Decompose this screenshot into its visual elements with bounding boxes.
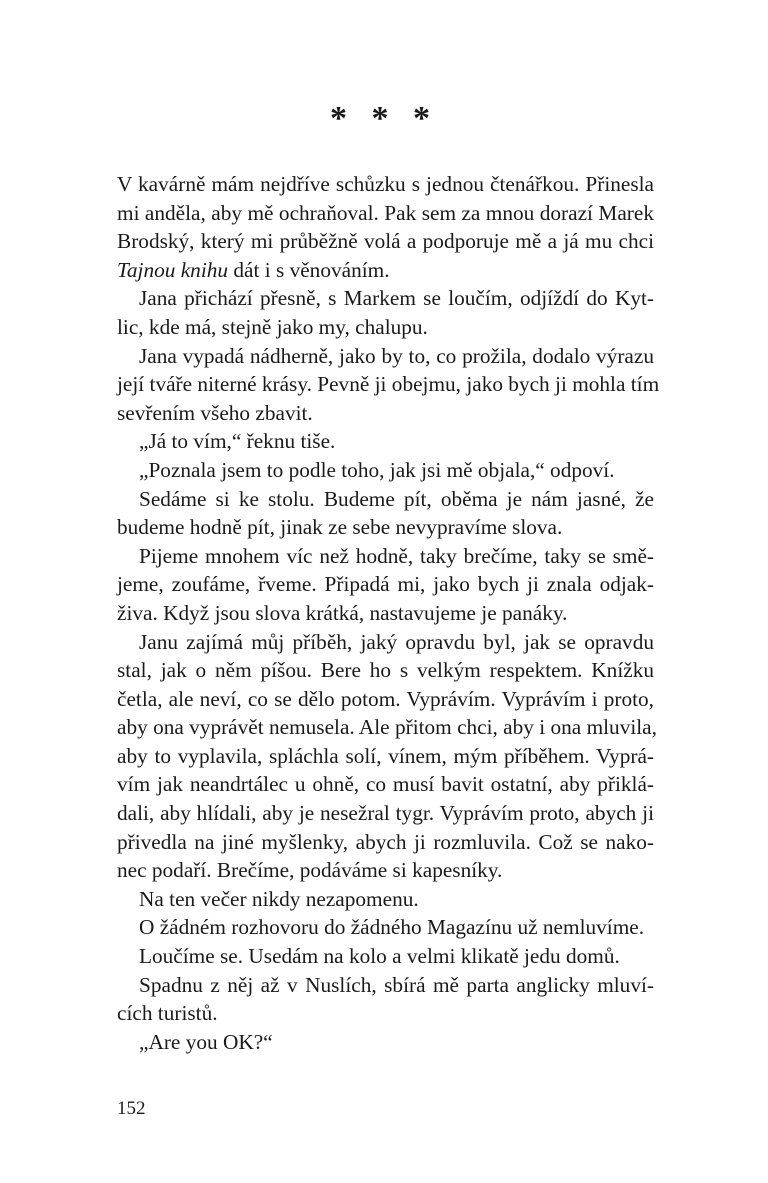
text-line: stal, jak o něm píšou. Bere ho s velkým respektem. Knížku [117, 658, 654, 683]
text-line: „Poznala jsem to podle toho, jak jsi mě objala,“ odpoví. [139, 457, 615, 482]
text-line: cích turistů. [117, 1001, 218, 1026]
text-line: Jana vypadá nádherně, jako by to, co prožila, dodalo výrazu [139, 343, 654, 368]
section-separator: * * * [330, 100, 438, 137]
text-line: lic, kde má, stejně jako my, chalupu. [117, 314, 428, 339]
text-line: V kavárně mám nejdříve schůzku s jednou čtenářkou. Přinesla [117, 172, 654, 196]
text-line-rest: dát i s věnováním. [228, 257, 390, 282]
text-line: „Já to vím,“ řeknu tiše. [139, 429, 336, 454]
text-line: aby ona vyprávět nemusela. Ale přitom chci, aby i ona mluvila, [117, 715, 657, 740]
text-line [117, 256, 654, 285]
text-line: Loučíme se. Usedám na kolo a velmi klikatě jedu domů. [139, 944, 620, 969]
page-number: 152 [117, 1098, 146, 1119]
text-line: jeme, zoufáme, řveme. Připadá mi, jako bych ji znala odjak- [117, 572, 654, 597]
text-line: Brodský, který mi průběžně volá a podporuje mě a já mu chci [117, 229, 654, 254]
text-line: Janu zajímá můj příběh, jaký opravdu byl, jak se opravdu [139, 629, 654, 654]
text-line: budeme hodně pít, jinak ze sebe nevypravíme slova. [117, 515, 563, 540]
text-line: mi anděla, aby mě ochraňoval. Pak sem za mnou dorazí Marek [117, 200, 654, 225]
text-line: její tváře niterné krásy. Pevně ji obejmu, jako bych ji mohla tím [117, 372, 660, 397]
text-line: Sedáme si ke stolu. Budeme pít, oběma je nám jasné, že [139, 486, 654, 511]
text-line: přivedla na jiné myšlenky, abych ji rozmluvila. Což se nako- [117, 829, 654, 854]
text-line: O žádném rozhovoru do žádného Magazínu už nemluvíme. [139, 915, 645, 940]
text-line: Jana přichází přesně, s Markem se loučím, odjíždí do Kyt- [139, 286, 654, 311]
text-line: Na ten večer nikdy nezapomenu. [139, 886, 419, 911]
book-title: Tajnou knihu [117, 257, 229, 282]
text-line: nec podaří. Brečíme, podáváme si kapesníky. [117, 858, 503, 883]
text-line: dali, aby hlídali, aby je nesežral tygr. Vyprávím proto, abych ji [117, 801, 654, 826]
body-text [117, 170, 660, 1056]
text-line: živa. Když jsou slova krátká, nastavujeme je panáky. [117, 600, 568, 625]
text-line: sevřením všeho zbavit. [117, 400, 313, 425]
text-line: vím jak neandrtálec u ohně, co musí bavit ostatní, aby přiklá- [117, 772, 654, 797]
text-line: „Are you OK?“ [139, 1029, 273, 1054]
text-line: Pijeme mnohem víc než hodně, taky brečíme, taky se smě- [139, 543, 654, 568]
text-line: Spadnu z něj až v Nuslích, sbírá mě parta anglicky mluví- [139, 972, 654, 997]
text-line: četla, ale neví, co se dělo potom. Vyprávím. Vyprávím i proto, [117, 686, 654, 711]
text-line: aby to vyplavila, spláchla solí, vínem, mým příběhem. Vyprá- [117, 743, 654, 768]
